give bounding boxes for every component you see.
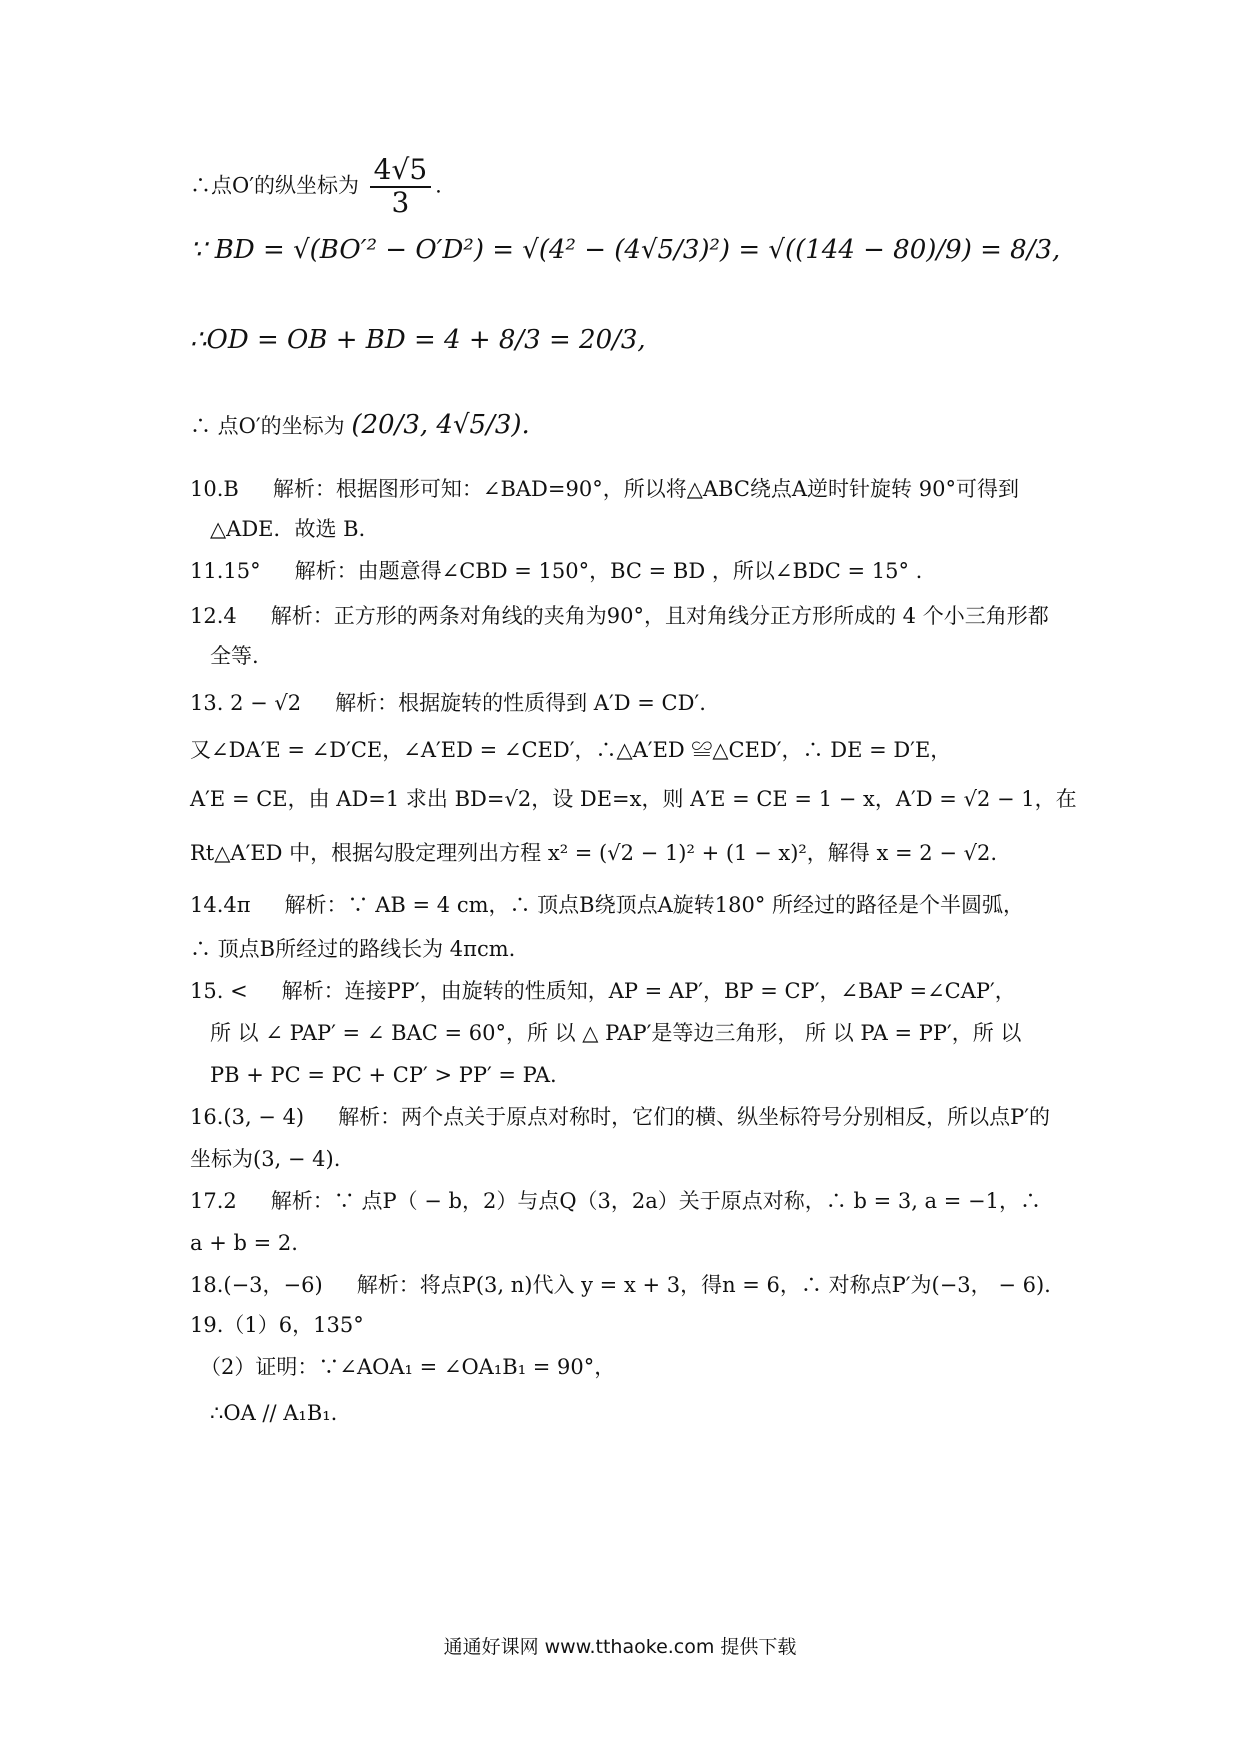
- q13-text: 解析：根据旋转的性质得到 A′D = CD′.: [335, 691, 706, 715]
- q15-line-3: PB + PC = PC + CP′ > PP′ = PA.: [210, 1063, 557, 1087]
- q10-num: 10.B: [190, 477, 239, 501]
- q12-line-2: 全等.: [210, 644, 259, 668]
- q13-line-2: 又∠DA′E = ∠D′CE，∠A′ED = ∠CED′，∴△A′ED ≌△CED′，∴ DE = D′E，: [190, 738, 952, 762]
- q16-line: [190, 1102, 1070, 1132]
- q18-num: 18.(−3，−6): [190, 1273, 323, 1297]
- q13-line-4: Rt△A′ED 中，根据勾股定理列出方程 x² = (√2 − 1)² + (1 − x)²，解得 x = 2 − √2.: [190, 841, 998, 865]
- q10-line: [190, 474, 1070, 504]
- q15-num: 15. <: [190, 979, 248, 1003]
- q14-line: [190, 890, 1070, 920]
- line-4: [190, 410, 1070, 441]
- line-1: ∴点O′的纵坐标为 $\frac{4√5}{3}$ .: [190, 153, 442, 219]
- q11-line: [190, 556, 1070, 586]
- q17-line: [190, 1186, 1070, 1216]
- q16-text: 解析：两个点关于原点对称时，它们的横、纵坐标符号分别相反，所以点P′的: [338, 1105, 1051, 1129]
- q14-line-2: ∴ 顶点B所经过的路线长为 4πcm.: [190, 937, 516, 961]
- q19-line: 19.（1）6，135°: [190, 1313, 364, 1337]
- q17-num: 17.2: [190, 1189, 237, 1213]
- q19-line-2: （2）证明：∵∠AOA₁ = ∠OA₁B₁ = 90°，: [200, 1355, 616, 1379]
- line-1-text: ∴点O′的纵坐标为: [190, 173, 359, 198]
- q14-num: 14.4π: [190, 893, 251, 917]
- q19-line-3: ∴OA // A₁B₁.: [210, 1401, 338, 1425]
- line-4-pre: ∴ 点O′的坐标为: [190, 414, 345, 438]
- line-4-val: (20/3, 4√5/3).: [351, 410, 530, 440]
- q13-line-3: A′E = CE，由 AD=1 求出 BD=√2，设 DE=x，则 A′E = CE = 1 − x，A′D = √2 − 1，在: [190, 787, 1077, 811]
- line-3: ∴OD = OB + BD = 4 + 8/3 = 20/3,: [190, 325, 646, 355]
- line-2: ∵ BD = √(BO′² − O′D²) = √(4² − (4√5/3)²) = √((144 − 80)/9) = 8/3,: [190, 235, 1061, 265]
- q14-text: 解析：∵ AB = 4 cm，∴ 顶点B绕顶点A旋转180° 所经过的路径是个半圆弧，: [284, 893, 1025, 917]
- q12-text: 解析：正方形的两条对角线的夹角为90°，且对角线分正方形所成的 4 个小三角形都: [270, 604, 1049, 628]
- q16-num: 16.(3, − 4): [190, 1105, 305, 1129]
- q15-line: [190, 976, 1070, 1006]
- q11-text: 解析：由题意得∠CBD = 150°，BC = BD ，所以∠BDC = 15° .: [294, 559, 923, 583]
- q15-text: 解析：连接PP′，由旋转的性质知，AP = AP′，BP = CP′，∠BAP =∠CAP′，: [281, 979, 1016, 1003]
- q13-line: [190, 688, 1070, 718]
- q18-line: [190, 1270, 1070, 1300]
- fraction-den: 3: [391, 185, 410, 219]
- q17-line-2: a + b = 2.: [190, 1231, 298, 1255]
- q13-num: 13. 2 − √2: [190, 691, 302, 715]
- fraction-4sqrt5-over-3: [370, 155, 431, 219]
- fraction-num: 4√5: [370, 155, 431, 188]
- q17-text: 解析：∵ 点P（ − b，2）与点Q（3，2a）关于原点对称，∴ b = 3, a = −1，∴: [270, 1189, 1041, 1213]
- q15-line-2: 所 以 ∠ PAP′ = ∠ BAC = 60°，所 以 △ PAP′是等边三角形， 所 以 PA = PP′，所 以: [210, 1021, 1022, 1045]
- q18-text: 解析：将点P(3, n)代入 y = x + 3，得n = 6，∴ 对称点P′为(−3， − 6).: [356, 1273, 1051, 1297]
- q11-num: 11.15°: [190, 559, 261, 583]
- q12-line: [190, 601, 1070, 631]
- q16-line-2: 坐标为(3, − 4).: [190, 1147, 341, 1171]
- q10-text: 解析：根据图形可知：∠BAD=90°，所以将△ABC绕点A逆时针旋转 90°可得到: [272, 477, 1019, 501]
- q10-line-2: △ADE．故选 B．: [210, 517, 380, 541]
- q12-num: 12.4: [190, 604, 237, 628]
- footer-download-notice: 通通好课网 www.tthaoke.com 提供下载: [443, 1636, 797, 1658]
